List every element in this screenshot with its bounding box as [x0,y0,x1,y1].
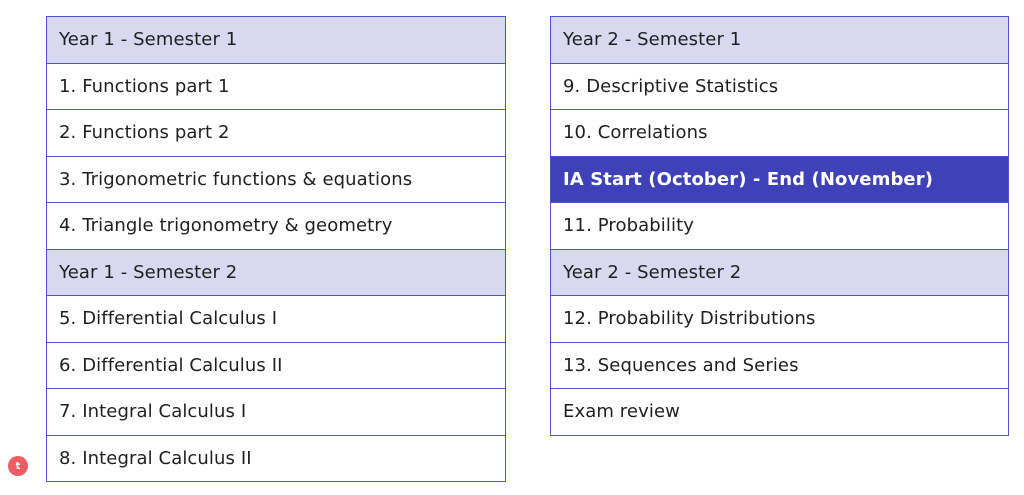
year-1-table [46,16,506,482]
topic-row: 12. Probability Distributions [551,296,1008,343]
topic-row: 9. Descriptive Statistics [551,64,1008,111]
topic-row: 1. Functions part 1 [47,64,505,111]
topic-row: 8. Integral Calculus II [47,436,505,483]
semester-header: Year 1 - Semester 1 [47,17,505,64]
topic-row: 10. Correlations [551,110,1008,157]
topic-row: Exam review [551,389,1008,436]
topic-row: 5. Differential Calculus I [47,296,505,343]
topic-row: 11. Probability [551,203,1008,250]
topic-row: 6. Differential Calculus II [47,343,505,390]
semester-header: Year 2 - Semester 1 [551,17,1008,64]
semester-header: Year 2 - Semester 2 [551,250,1008,297]
topic-row: 13. Sequences and Series [551,343,1008,390]
topic-row: 3. Trigonometric functions & equations [47,157,505,204]
year-2-table [550,16,1009,436]
topic-row: 7. Integral Calculus I [47,389,505,436]
ia-highlight-row: IA Start (October) - End (November) [551,157,1008,204]
topic-row: 2. Functions part 2 [47,110,505,157]
semester-header: Year 1 - Semester 2 [47,250,505,297]
brand-logo-icon[interactable]: t [8,456,28,476]
topic-row: 4. Triangle trigonometry & geometry [47,203,505,250]
